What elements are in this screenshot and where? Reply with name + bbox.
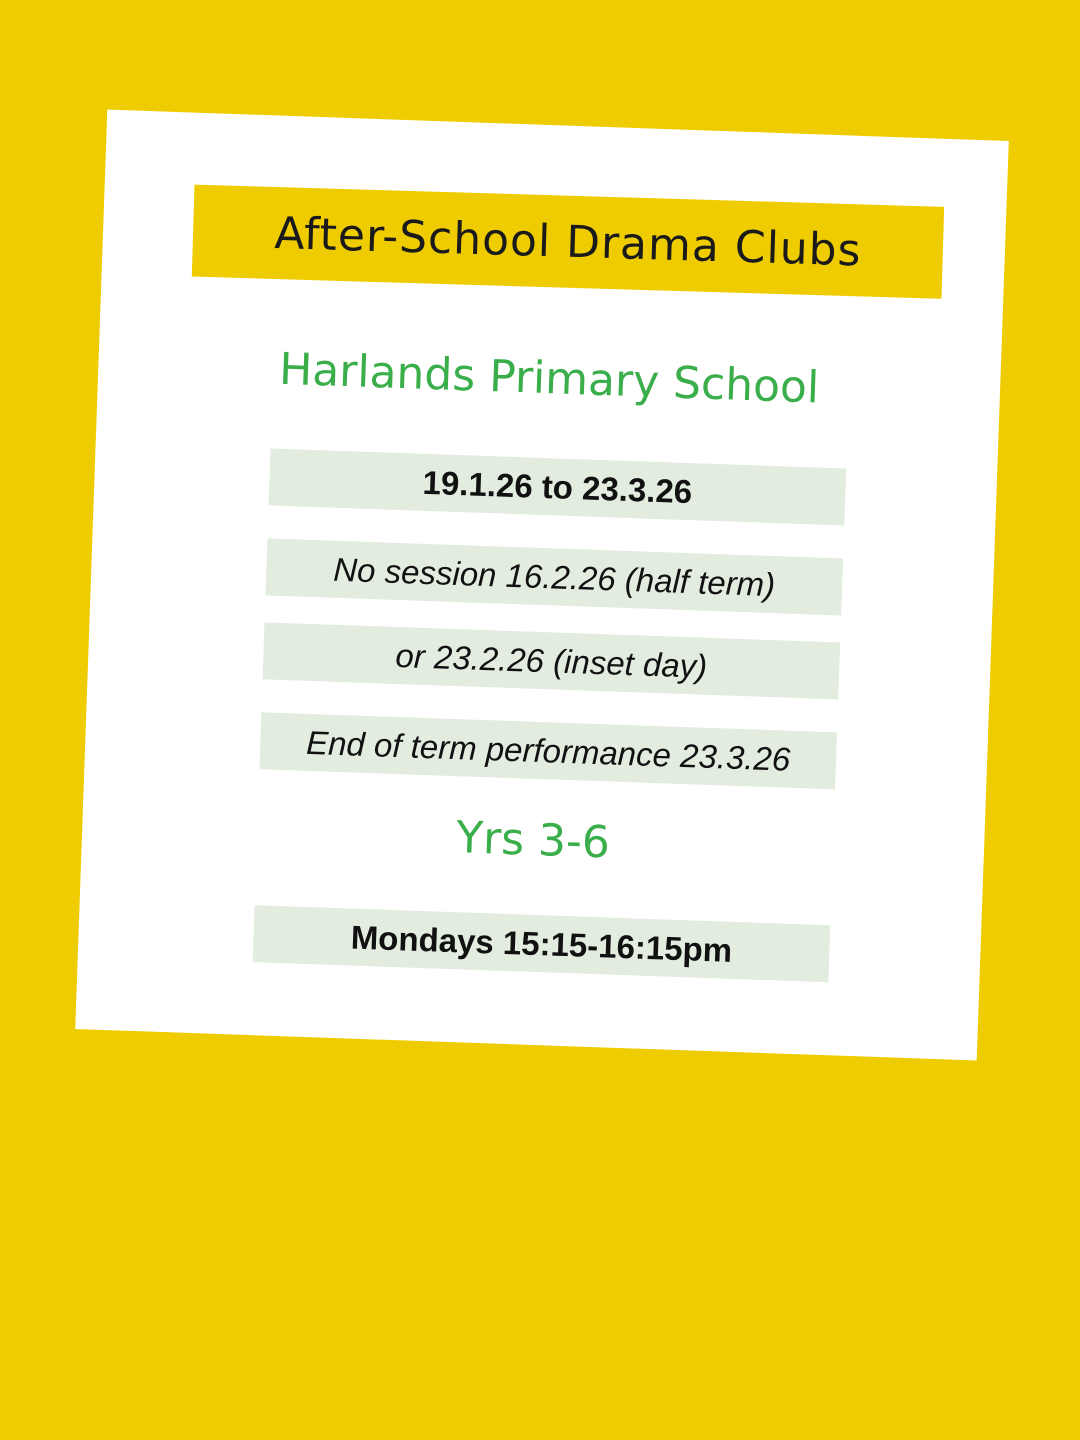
no-session-inset-day: or 23.2.26 (inset day) bbox=[263, 622, 841, 699]
year-groups: Yrs 3-6 bbox=[455, 812, 611, 869]
school-name: Harlands Primary School bbox=[278, 343, 820, 414]
title-banner bbox=[192, 185, 944, 299]
no-session-half-term: No session 16.2.26 (half term) bbox=[265, 538, 843, 615]
session-time: Mondays 15:15-16:15pm bbox=[253, 905, 831, 982]
poster-card bbox=[75, 110, 1009, 1061]
end-of-term-performance: End of term performance 23.3.26 bbox=[259, 712, 837, 789]
poster-title: After-School Drama Clubs bbox=[273, 207, 863, 276]
date-range: 19.1.26 to 23.3.26 bbox=[269, 448, 847, 525]
